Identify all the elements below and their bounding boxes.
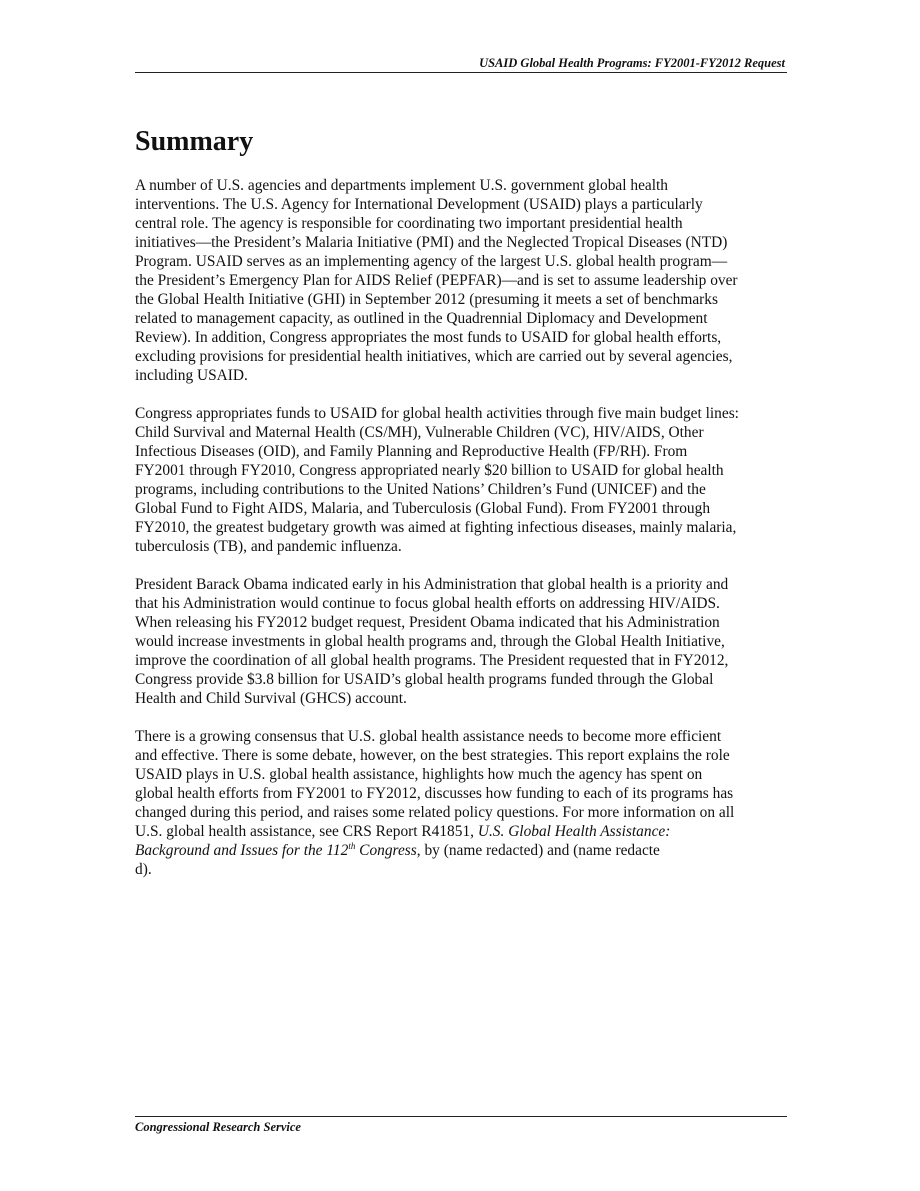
text-line: FY2001 through FY2010, Congress appropriated nearly $20 billion to USAID for global health xyxy=(135,462,724,479)
text-line: Child Survival and Maternal Health (CS/MH), Vulnerable Children (VC), HIV/AIDS, Other xyxy=(135,424,704,441)
report-title-continued xyxy=(135,842,417,859)
paragraph-3 xyxy=(135,575,787,708)
footer-rule xyxy=(135,1116,787,1117)
body-text xyxy=(135,176,787,898)
text-line: central role. The agency is responsible for coordinating two important presidential health xyxy=(135,215,683,232)
text-line: Review). In addition, Congress appropriates the most funds to USAID for global health efforts, xyxy=(135,329,722,346)
text-line: would increase investments in global health programs and, through the Global Health Initiative, xyxy=(135,633,725,650)
text-line: that his Administration would continue to focus global health efforts on addressing HIV/AIDS. xyxy=(135,595,720,612)
text-line: d). xyxy=(135,861,152,878)
text-line xyxy=(135,822,787,841)
text-line: A number of U.S. agencies and departments implement U.S. government global health xyxy=(135,177,668,194)
text-line: related to management capacity, as outlined in the Quadrennial Diplomacy and Development xyxy=(135,310,708,327)
text-line xyxy=(135,841,787,860)
text-line: Congress appropriates funds to USAID for global health activities through five main budget lines: xyxy=(135,405,739,422)
text-line: Health and Child Survival (GHCS) account. xyxy=(135,690,407,707)
text-line: including USAID. xyxy=(135,367,248,384)
text-line: Program. USAID serves as an implementing agency of the largest U.S. global health program— xyxy=(135,253,728,270)
crs-report-reference: U.S. global health assistance, see CRS Report R41851, xyxy=(135,823,478,840)
text-line: President Barack Obama indicated early in his Administration that global health is a priority and xyxy=(135,576,729,593)
text-line: FY2010, the greatest budgetary growth was aimed at fighting infectious diseases, mainly malaria, xyxy=(135,519,737,536)
paragraph-1 xyxy=(135,176,787,385)
text-line: tuberculosis (TB), and pandemic influenza. xyxy=(135,538,402,555)
text-line: excluding provisions for presidential health initiatives, which are carried out by several agencies, xyxy=(135,348,733,365)
text-line: When releasing his FY2012 budget request, President Obama indicated that his Administration xyxy=(135,614,720,631)
text-line: There is a growing consensus that U.S. global health assistance needs to become more efficient xyxy=(135,728,722,745)
header-rule xyxy=(135,72,787,73)
text-line: interventions. The U.S. Agency for International Development (USAID) plays a particularly xyxy=(135,196,703,213)
report-title-part: Congress xyxy=(355,842,417,859)
text-line: Global Fund to Fight AIDS, Malaria, and Tuberculosis (Global Fund). From FY2001 through xyxy=(135,500,711,517)
running-header: USAID Global Health Programs: FY2001-FY2012 Request xyxy=(479,56,785,70)
running-footer: Congressional Research Service xyxy=(135,1120,301,1134)
report-title-part: Background and Issues for the 112 xyxy=(135,842,349,859)
text-line: the Global Health Initiative (GHI) in September 2012 (presuming it meets a set of benchmarks xyxy=(135,291,718,308)
text-line: initiatives—the President’s Malaria Initiative (PMI) and the Neglected Tropical Diseases (NTD) xyxy=(135,234,728,251)
text-line: the President’s Emergency Plan for AIDS Relief (PEPFAR)—and is set to assume leadership over xyxy=(135,272,738,289)
paragraph-4 xyxy=(135,727,787,879)
author-credit: , by (name redacted) and (name redacte xyxy=(416,842,660,859)
paragraph-2 xyxy=(135,404,787,556)
page-title: Summary xyxy=(135,126,254,157)
text-line: USAID plays in U.S. global health assistance, highlights how much the agency has spent on xyxy=(135,766,703,783)
text-line: improve the coordination of all global health programs. The President requested that in FY2012, xyxy=(135,652,729,669)
text-line: Congress provide $3.8 billion for USAID’s global health programs funded through the Global xyxy=(135,671,714,688)
text-line: and effective. There is some debate, however, on the best strategies. This report explains the role xyxy=(135,747,730,764)
text-line: programs, including contributions to the United Nations’ Children’s Fund (UNICEF) and the xyxy=(135,481,706,498)
text-line: Infectious Diseases (OID), and Family Planning and Reproductive Health (FP/RH). From xyxy=(135,443,688,460)
report-title: U.S. Global Health Assistance: xyxy=(477,823,671,840)
text-line: global health efforts from FY2001 to FY2012, discusses how funding to each of its programs has xyxy=(135,785,734,802)
text-line: changed during this period, and raises some related policy questions. For more information on all xyxy=(135,804,735,821)
ordinal-superscript: th xyxy=(348,840,356,851)
